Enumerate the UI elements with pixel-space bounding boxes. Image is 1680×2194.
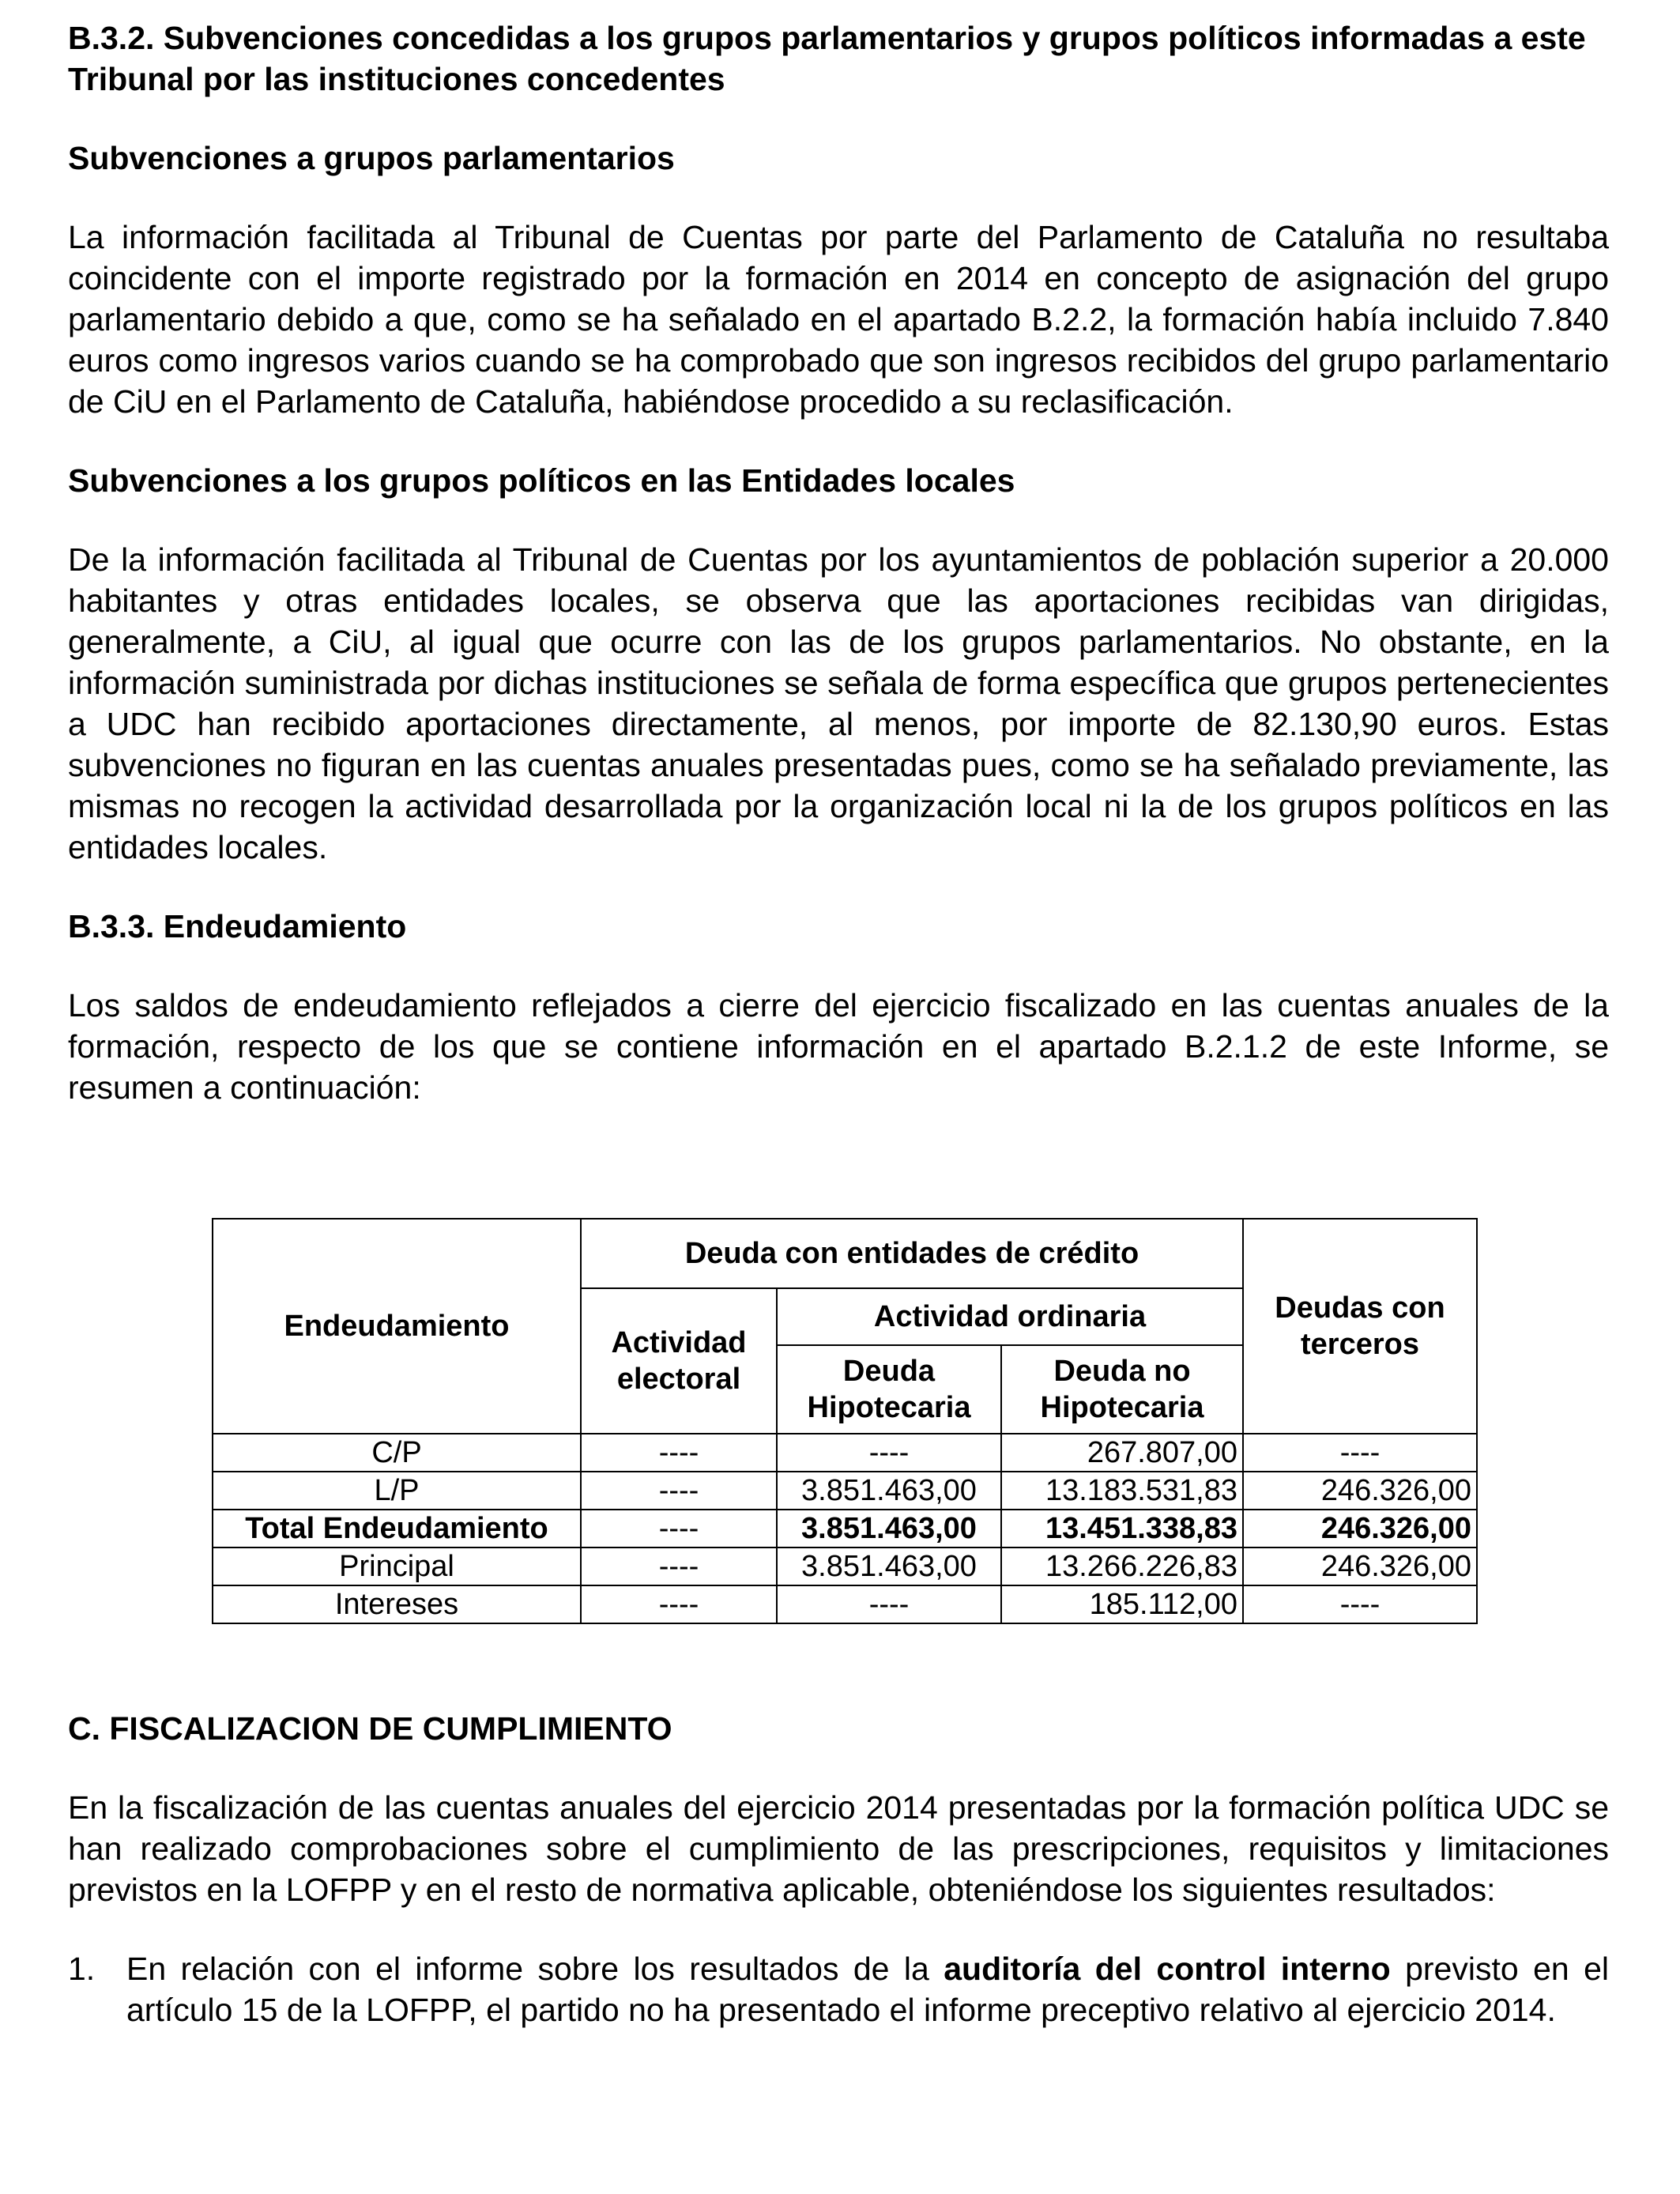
cell-no-hipotecaria: 267.807,00 <box>1001 1434 1243 1472</box>
cell-electoral: ---- <box>581 1547 777 1585</box>
subsection-entidades-locales-title: Subvenciones a los grupos políticos en las Entidades locales <box>68 462 1015 499</box>
header-actividad-ordinaria: Actividad ordinaria <box>777 1288 1243 1345</box>
row-label: Total Endeudamiento <box>213 1510 581 1547</box>
table-row <box>213 1547 1477 1585</box>
section-b33-title: B.3.3. Endeudamiento <box>68 908 407 944</box>
row-label: L/P <box>213 1472 581 1510</box>
document-page-lower <box>68 1708 1609 2030</box>
section-b32-title: B.3.2. Subvenciones concedidas a los grupos parlamentarios y grupos políticos informadas a este Tribunal por las instituciones concedentes <box>68 20 1586 97</box>
list-item-text <box>126 1948 1609 2030</box>
document-page <box>68 17 1609 1108</box>
debt-table <box>212 1218 1478 1624</box>
cell-terceros: ---- <box>1243 1434 1477 1472</box>
header-actividad-electoral: Actividad electoral <box>581 1288 777 1434</box>
cell-terceros: 246.326,00 <box>1243 1547 1477 1585</box>
cell-hipotecaria: 3.851.463,00 <box>777 1472 1001 1510</box>
cell-terceros: 246.326,00 <box>1243 1510 1477 1547</box>
list-item-text-bold: auditoría del control interno <box>944 1951 1391 1987</box>
paragraph-grupos-parlamentarios: La información facilitada al Tribunal de Cuentas por parte del Parlamento de Cataluña no resultaba coincidente con el importe registrado por la formación en 2014 en concepto de asignación del grupo parlamentario debido a que, como se ha señalado en el apartado B.2.2, la formación había incluido 7.840 euros como ingresos varios cuando se ha comprobado que son ingresos recibidos del grupo parlamentario de CiU en el Parlamento de Cataluña, habiéndose procedido a su reclasificación. <box>68 219 1609 420</box>
cell-no-hipotecaria: 13.183.531,83 <box>1001 1472 1243 1510</box>
header-deuda-no-hipotecaria: Deuda no Hipotecaria <box>1001 1345 1243 1434</box>
list-item-number: 1. <box>68 1951 96 1987</box>
row-label: C/P <box>213 1434 581 1472</box>
cell-hipotecaria: ---- <box>777 1434 1001 1472</box>
cell-electoral: ---- <box>581 1434 777 1472</box>
subsection-grupos-parlamentarios-title: Subvenciones a grupos parlamentarios <box>68 140 675 176</box>
cell-hipotecaria: ---- <box>777 1585 1001 1623</box>
table-row <box>213 1585 1477 1623</box>
list-item-text-post: previsto en el artículo 15 de la LOFPP, el partido no ha presentado el informe preceptivo relativo al ejercicio 2014. <box>126 1951 1609 2028</box>
cell-hipotecaria: 3.851.463,00 <box>777 1510 1001 1547</box>
cell-terceros: ---- <box>1243 1585 1477 1623</box>
paragraph-endeudamiento: Los saldos de endeudamiento reflejados a cierre del ejercicio fiscalizado en las cuentas anuales de la formación, respecto de los que se contiene información en el apartado B.2.1.2 de este Informe, se resumen a continuación: <box>68 987 1609 1106</box>
header-endeudamiento: Endeudamiento <box>213 1219 581 1434</box>
row-label: Principal <box>213 1547 581 1585</box>
cell-no-hipotecaria: 185.112,00 <box>1001 1585 1243 1623</box>
table-row <box>213 1434 1477 1472</box>
paragraph-entidades-locales: De la información facilitada al Tribunal de Cuentas por los ayuntamientos de población superior a 20.000 habitantes y otras entidades locales, se observa que las aportaciones recibidas van dirigidas, generalmente, a CiU, al igual que ocurre con las de los grupos parlamentarios. No obstante, en la información suministrada por dichas instituciones se señala de forma específica que grupos pertenecientes a UDC han recibido aportaciones directamente, al menos, por importe de 82.130,90 euros. Estas subvenciones no figuran en las cuentas anuales presentadas pues, como se ha señalado previamente, las mismas no recogen la actividad desarrollada por la organización local ni la de los grupos políticos en las entidades locales. <box>68 541 1609 865</box>
cell-terceros: 246.326,00 <box>1243 1472 1477 1510</box>
header-deudas-terceros: Deudas con terceros <box>1243 1219 1477 1434</box>
cell-electoral: ---- <box>581 1472 777 1510</box>
cell-electoral: ---- <box>581 1510 777 1547</box>
table-row <box>213 1472 1477 1510</box>
result-list-item <box>68 1948 1609 2030</box>
header-deuda-entidades: Deuda con entidades de crédito <box>581 1219 1243 1288</box>
row-label: Intereses <box>213 1585 581 1623</box>
list-item-text-pre: En relación con el informe sobre los resultados de la <box>126 1951 944 1987</box>
table-row-total <box>213 1510 1477 1547</box>
cell-electoral: ---- <box>581 1585 777 1623</box>
paragraph-fiscalizacion: En la fiscalización de las cuentas anuales del ejercicio 2014 presentadas por la formación política UDC se han realizado comprobaciones sobre el cumplimiento de las prescripciones, requisitos y limitaciones previstos en la LOFPP y en el resto de normativa aplicable, obteniéndose los siguientes resultados: <box>68 1789 1609 1908</box>
header-deuda-hipotecaria: Deuda Hipotecaria <box>777 1345 1001 1434</box>
cell-hipotecaria: 3.851.463,00 <box>777 1547 1001 1585</box>
section-c-title: C. FISCALIZACION DE CUMPLIMIENTO <box>68 1710 672 1747</box>
cell-no-hipotecaria: 13.451.338,83 <box>1001 1510 1243 1547</box>
debt-table-container <box>212 1218 1478 1624</box>
cell-no-hipotecaria: 13.266.226,83 <box>1001 1547 1243 1585</box>
